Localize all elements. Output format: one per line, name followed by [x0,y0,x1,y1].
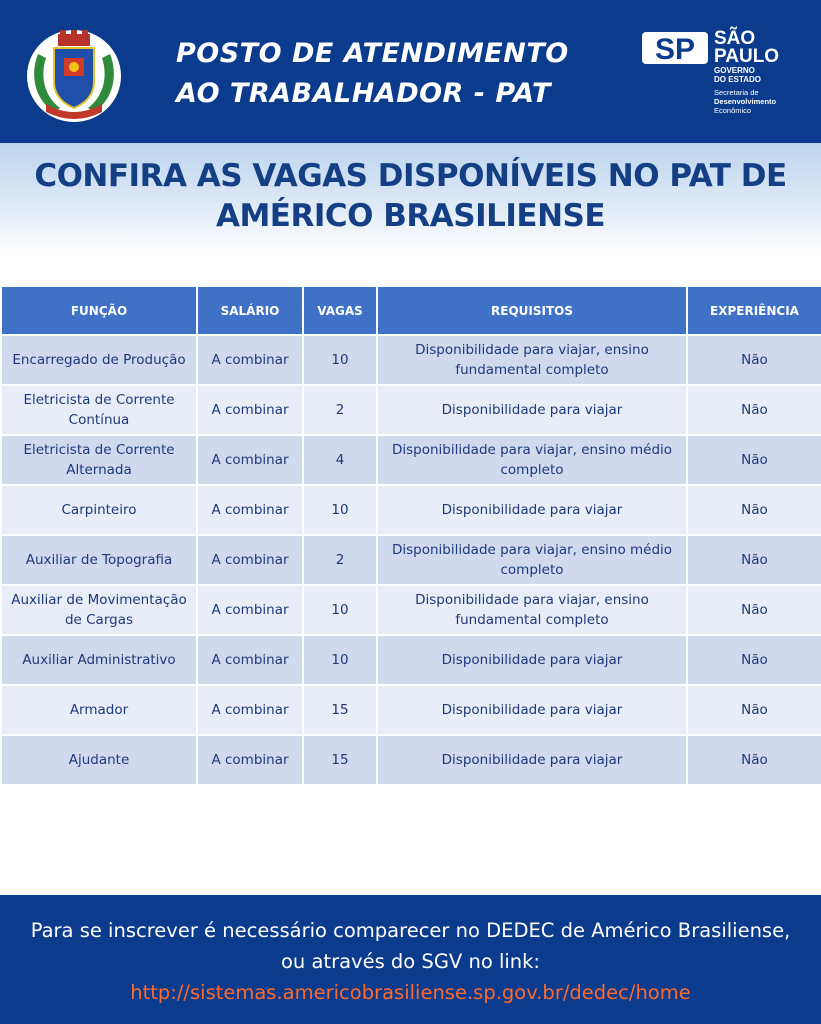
cell-funcao: Ajudante [1,735,197,785]
cell-salario: A combinar [197,435,303,485]
cell-requisitos: Disponibilidade para viajar [377,635,687,685]
svg-text:SP: SP [654,33,696,66]
page-title [0,156,821,236]
cell-requisitos: Disponibilidade para viajar [377,685,687,735]
cell-salario: A combinar [197,385,303,435]
table-row [1,635,821,685]
registration-link[interactable]: http://sistemas.americobrasiliense.sp.gov.br/dedec/home [130,981,691,1004]
sp-logo-line6: Desenvolvimento [714,97,777,106]
cell-requisitos: Disponibilidade para viajar, ensino fundamental completo [377,335,687,385]
cell-requisitos: Disponibilidade para viajar, ensino médio completo [377,535,687,585]
footer-banner [0,895,821,1024]
footer-instructions-line1: Para se inscrever é necessário comparecer no DEDEC de Américo Brasiliense, [30,919,791,942]
cell-funcao: Auxiliar Administrativo [1,635,197,685]
cell-vagas: 2 [303,535,377,585]
table-header-row [1,286,821,335]
sp-logo-secretariat [714,88,804,115]
job-vacancies-table [0,285,821,786]
sp-logo-line2: PAULO [714,46,780,67]
sp-logo-line5: Secretaria de [714,88,759,97]
cell-experiencia: Não [687,585,821,635]
coat-of-arms-icon [24,24,124,124]
cell-requisitos: Disponibilidade para viajar [377,385,687,435]
cell-experiencia: Não [687,685,821,735]
cell-salario: A combinar [197,585,303,635]
sp-logo-line4: DO ESTADO [714,75,761,84]
header-title-line1: POSTO DE ATENDIMENTO [176,38,569,69]
cell-requisitos: Disponibilidade para viajar [377,485,687,535]
table-row [1,335,821,385]
footer-instructions-line2: ou através do SGV no link: [280,950,541,973]
cell-experiencia: Não [687,635,821,685]
cell-experiencia: Não [687,385,821,435]
sp-logo-line1: SÃO [714,28,756,49]
cell-experiencia: Não [687,335,821,385]
cell-experiencia: Não [687,485,821,535]
table-row [1,485,821,535]
cell-vagas: 15 [303,685,377,735]
cell-funcao: Encarregado de Produção [1,335,197,385]
cell-salario: A combinar [197,485,303,535]
cell-salario: A combinar [197,335,303,385]
header-vagas: VAGAS [303,286,377,335]
cell-funcao: Eletricista de Corrente Contínua [1,385,197,435]
cell-salario: A combinar [197,685,303,735]
cell-funcao: Carpinteiro [1,485,197,535]
cell-vagas: 10 [303,485,377,535]
sp-logo-government [714,66,761,84]
table-row [1,535,821,585]
cell-funcao: Auxiliar de Topografia [1,535,197,585]
cell-experiencia: Não [687,535,821,585]
cell-vagas: 10 [303,335,377,385]
header-experiencia: EXPERIÊNCIA [687,286,821,335]
cell-salario: A combinar [197,635,303,685]
cell-funcao: Auxiliar de Movimentação de Cargas [1,585,197,635]
cell-vagas: 4 [303,435,377,485]
header-title [176,34,616,114]
header-funcao: FUNÇÃO [1,286,197,335]
cell-requisitos: Disponibilidade para viajar, ensino médio completo [377,435,687,485]
cell-vagas: 10 [303,585,377,635]
table-row [1,735,821,785]
sp-logo-line7: Econômico [714,106,752,115]
sp-logo-line3: GOVERNO [714,66,755,75]
sp-logo-name [714,30,779,66]
cell-funcao: Eletricista de Corrente Alternada [1,435,197,485]
cell-requisitos: Disponibilidade para viajar [377,735,687,785]
cell-experiencia: Não [687,435,821,485]
header-title-line2: AO TRABALHADOR - PAT [176,78,551,109]
page-title-line1: CONFIRA AS VAGAS DISPONÍVEIS NO PAT DE [34,158,787,194]
sp-government-logo [642,30,802,120]
table-row [1,385,821,435]
table-row [1,435,821,485]
table-row [1,685,821,735]
cell-vagas: 2 [303,385,377,435]
cell-vagas: 15 [303,735,377,785]
cell-funcao: Armador [1,685,197,735]
cell-vagas: 10 [303,635,377,685]
header-banner [0,0,821,143]
sp-logo-mark-icon [642,30,708,66]
table-row [1,585,821,635]
header-requisitos: REQUISITOS [377,286,687,335]
cell-salario: A combinar [197,735,303,785]
cell-salario: A combinar [197,535,303,585]
cell-experiencia: Não [687,735,821,785]
header-salario: SALÁRIO [197,286,303,335]
page-title-line2: AMÉRICO BRASILIENSE [215,198,606,234]
cell-requisitos: Disponibilidade para viajar, ensino fundamental completo [377,585,687,635]
